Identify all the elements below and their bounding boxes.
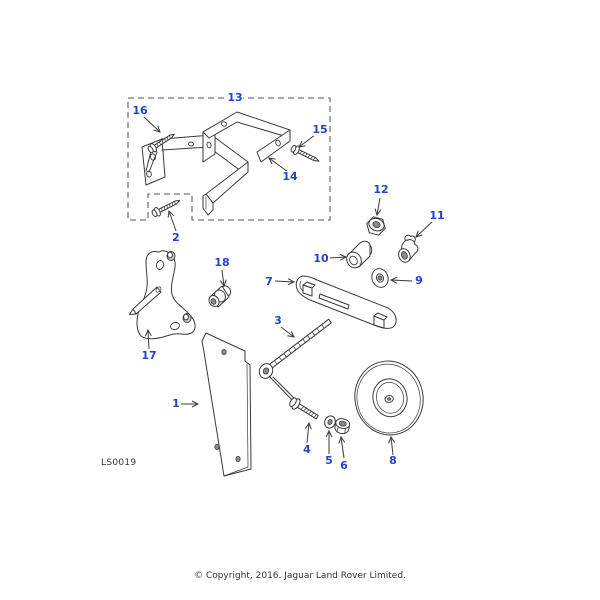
part-callout-7: 7 bbox=[265, 274, 273, 288]
part-callout-4: 4 bbox=[303, 442, 311, 456]
part-callout-17: 17 bbox=[141, 348, 157, 362]
part-callout-10: 10 bbox=[313, 251, 329, 265]
nut-12 bbox=[367, 216, 386, 235]
washer-9 bbox=[369, 266, 391, 289]
part-callout-5: 5 bbox=[325, 453, 333, 467]
bolt-4 bbox=[288, 396, 321, 422]
part-callout-14: 14 bbox=[282, 169, 298, 183]
copyright-text: © Copyright, 2016. Jaguar Land Rover Limited. bbox=[194, 571, 406, 581]
plate-1 bbox=[202, 333, 251, 476]
part-callout-13: 13 bbox=[227, 90, 243, 104]
part-callout-2: 2 bbox=[172, 230, 180, 244]
part-callout-9: 9 bbox=[415, 273, 423, 287]
buffer-11 bbox=[391, 232, 424, 265]
part-callout-12: 12 bbox=[373, 182, 389, 196]
part-callout-18: 18 bbox=[214, 255, 230, 269]
part-callout-1: 1 bbox=[172, 396, 180, 410]
part-callout-3: 3 bbox=[274, 313, 282, 327]
disc-8 bbox=[348, 355, 430, 442]
spacer-18 bbox=[207, 284, 233, 308]
nut-6 bbox=[334, 417, 351, 434]
part-callout-6: 6 bbox=[340, 458, 348, 472]
bushing-10 bbox=[344, 239, 375, 271]
tie-rod-3 bbox=[257, 319, 331, 402]
part-callout-15: 15 bbox=[312, 122, 328, 136]
part-callout-11: 11 bbox=[429, 208, 445, 222]
screw-15 bbox=[290, 144, 321, 166]
screw-2 bbox=[151, 196, 182, 218]
part-callout-16: 16 bbox=[132, 103, 148, 117]
drawing-code: LS0019 bbox=[101, 458, 137, 468]
part-callout-8: 8 bbox=[389, 453, 397, 467]
bracket-upper-14 bbox=[203, 112, 290, 162]
bracket-17 bbox=[130, 251, 196, 339]
